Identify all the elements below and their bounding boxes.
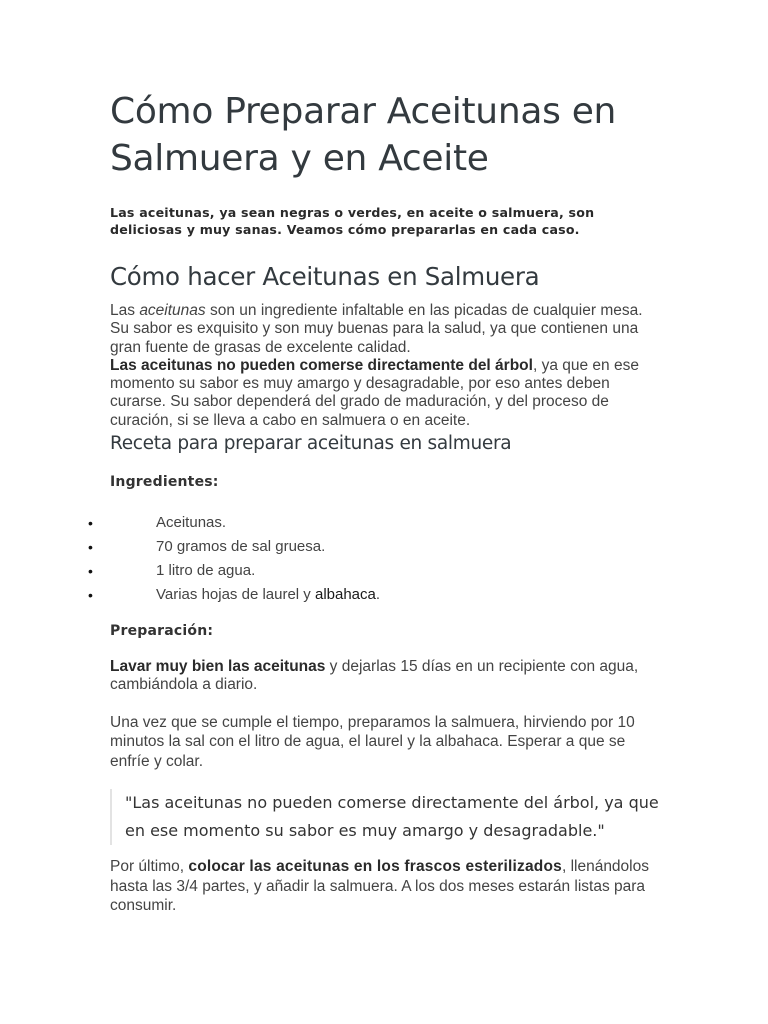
step-2: Una vez que se cumple el tiempo, preparamos la salmuera, hirviendo por 10 minutos la sal con el litro de agua, el laurel y la albahaca. Esperar a que se enfríe y colar.: [110, 713, 635, 770]
list-item: [88, 583, 670, 607]
ingredient-text-post: .: [375, 586, 381, 604]
intro2-bold: Las aceitunas no pueden comerse directamente del árbol: [110, 356, 533, 374]
list-item: [88, 559, 670, 583]
ingredients-list: [88, 511, 670, 607]
step3-pre: Por último,: [110, 858, 189, 876]
ingredient-text: Aceitunas.: [156, 514, 227, 532]
bullet-icon: •: [88, 563, 93, 580]
step-1: [110, 658, 660, 695]
step-3: [110, 857, 660, 916]
step3-rest: , llenándolos hasta las 3/4 partes, y añadir la salmuera. A los dos meses estarán listas para consumir.: [110, 858, 649, 915]
intro-text-post: son un ingrediente infaltable en las picadas de cualquier mesa. Su sabor es exquisito y son muy buenas para la salud, ya que contienen una gran fuente de grasas de excelente calidad.: [110, 302, 643, 356]
list-item: [88, 535, 670, 559]
article-title: Cómo Preparar Aceitunas en Salmuera y en Aceite: [110, 91, 617, 179]
pull-quote: "Las aceitunas no pueden comerse directamente del árbol, ya que en ese momento su sabor es muy amargo y desagradable.": [110, 789, 675, 845]
step1-rest: y dejarlas 15 días en un recipiente con agua, cambiándola a diario.: [110, 658, 639, 694]
list-item: [88, 511, 670, 535]
intro-italic-word: aceitunas: [139, 302, 206, 319]
bullet-icon: •: [88, 587, 93, 604]
intro-paragraph: [110, 302, 650, 357]
step1-bold: Lavar muy bien las aceitunas: [110, 658, 326, 676]
article-lead: Las aceitunas, ya sean negras o verdes, en aceite o salmuera, son deliciosas y muy sanas. Veamos cómo prepararlas en cada caso.: [110, 205, 595, 237]
bullet-icon: •: [88, 539, 93, 556]
article: [88, 88, 670, 916]
bullet-icon: •: [88, 515, 93, 532]
step3-bold: colocar las aceitunas en los frascos esterilizados: [188, 858, 562, 876]
intro-paragraph-2: [110, 357, 650, 430]
ingredients-label: Ingredientes:: [110, 474, 219, 491]
ingredient-text: 1 litro de agua.: [156, 562, 256, 580]
recipe-heading: Receta para preparar aceitunas en salmuera: [110, 433, 512, 455]
intro-text-pre: Las: [110, 302, 140, 319]
section-heading: Cómo hacer Aceitunas en Salmuera: [110, 262, 540, 291]
albahaca-link[interactable]: albahaca: [314, 586, 376, 604]
ingredient-text: 70 gramos de sal gruesa.: [156, 538, 326, 556]
ingredient-text-pre: Varias hojas de laurel y: [156, 586, 315, 604]
intro2-rest: , ya que en ese momento su sabor es muy amargo y desagradable, por eso antes deben curarse. Su sabor dependerá del grado de maduración, y del proceso de curación, si se lleva a cabo en salmuera o en aceite.: [110, 356, 639, 429]
preparation-label: Preparación:: [110, 623, 214, 640]
